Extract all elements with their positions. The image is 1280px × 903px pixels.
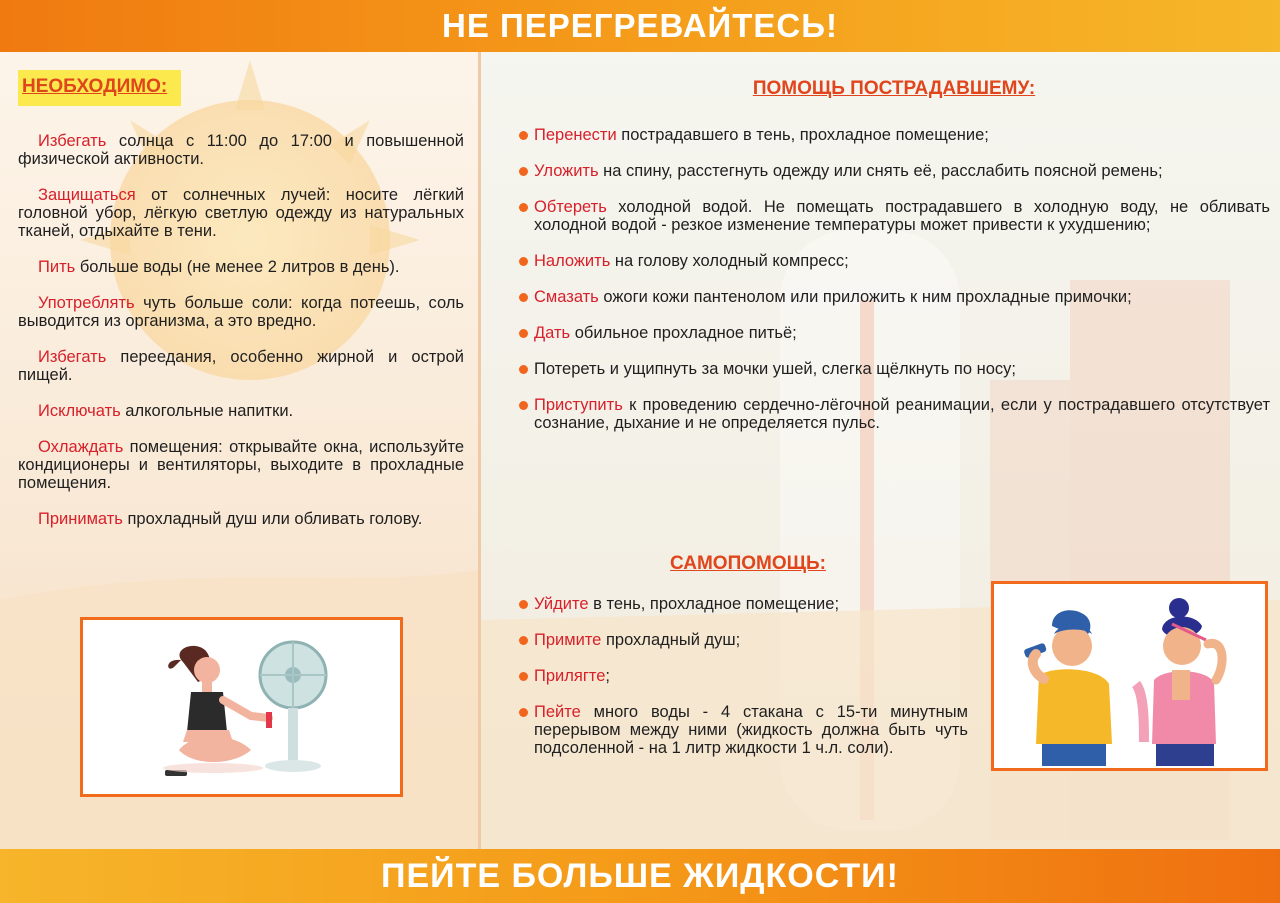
- necessary-tips: [18, 132, 464, 528]
- list-item: Смазать ожоги кожи пантенолом или приложить к ним прохладные примочки;: [518, 288, 1270, 306]
- help-steps: [518, 126, 1270, 432]
- list-item: Перенести пострадавшего в тень, прохладное помещение;: [518, 126, 1270, 144]
- tip-item: Употреблять чуть больше соли: когда потеешь, соль выводится из организма, а это вредно.: [18, 294, 464, 330]
- list-item: Наложить на голову холодный компресс;: [518, 252, 1270, 270]
- help-heading: ПОМОЩЬ ПОСТРАДАВШЕМУ:: [752, 78, 1036, 99]
- page-title: НЕ ПЕРЕГРЕВАЙТЕСЬ!: [0, 0, 1280, 52]
- tip-item: Охлаждать помещения: открывайте окна, используйте кондиционеры и вентиляторы, выходите в прохладные помещения.: [18, 438, 464, 492]
- list-item: Обтереть холодной водой. Не помещать пострадавшего в холодную воду, не обливать холодной водой - резкое изменение температуры может привести к ухудшению;: [518, 198, 1270, 234]
- necessary-section: [18, 70, 464, 546]
- list-item: Пейте много воды - 4 стакана с 15-ти минутным перерывом между ними (жидкость должна быть чуть подсоленной - на 1 литр жидкости 1 ч.л. соли).: [518, 703, 968, 757]
- list-item: Приступить к проведению сердечно-лёгочной реанимации, если у пострадавшего отсутствует сознание, дыхание и не определяется пульс.: [518, 396, 1270, 432]
- list-item: Примите прохладный душ;: [518, 631, 968, 649]
- footer-slogan: ПЕЙТЕ БОЛЬШЕ ЖИДКОСТИ!: [0, 849, 1280, 903]
- tip-item: Избегать солнца с 11:00 до 17:00 и повышенной физической активности.: [18, 132, 464, 168]
- help-section: [518, 78, 1270, 450]
- tip-item: Принимать прохладный душ или обливать голову.: [38, 510, 423, 528]
- tip-item: Пить больше воды (не менее 2 литров в день).: [38, 258, 400, 276]
- list-item: Потереть и ущипнуть за мочки ушей, слегка щёлкнуть по носу;: [518, 360, 1270, 378]
- list-item: Уложить на спину, расстегнуть одежду или снять её, расслабить поясной ремень;: [518, 162, 1270, 180]
- list-item: Уйдите в тень, прохладное помещение;: [518, 595, 968, 613]
- woman-with-fan-illustration: [80, 617, 403, 797]
- kids-drinking-illustration: [991, 581, 1268, 771]
- selfhelp-list: [518, 595, 968, 757]
- necessary-heading: НЕОБХОДИМО:: [18, 70, 181, 106]
- list-item: Прилягте;: [518, 667, 968, 685]
- column-divider: [478, 52, 481, 849]
- selfhelp-section: [518, 553, 968, 775]
- tip-item: Исключать алкогольные напитки.: [38, 402, 294, 420]
- selfhelp-heading: САМОПОМОЩЬ:: [670, 553, 826, 574]
- list-item: Дать обильное прохладное питьё;: [518, 324, 1270, 342]
- tip-item: Защищаться от солнечных лучей: носите лёгкий головной убор, лёгкую светлую одежду из натуральных тканей, отдыхайте в тени.: [18, 186, 464, 240]
- tip-item: Избегать переедания, особенно жирной и острой пищей.: [18, 348, 464, 384]
